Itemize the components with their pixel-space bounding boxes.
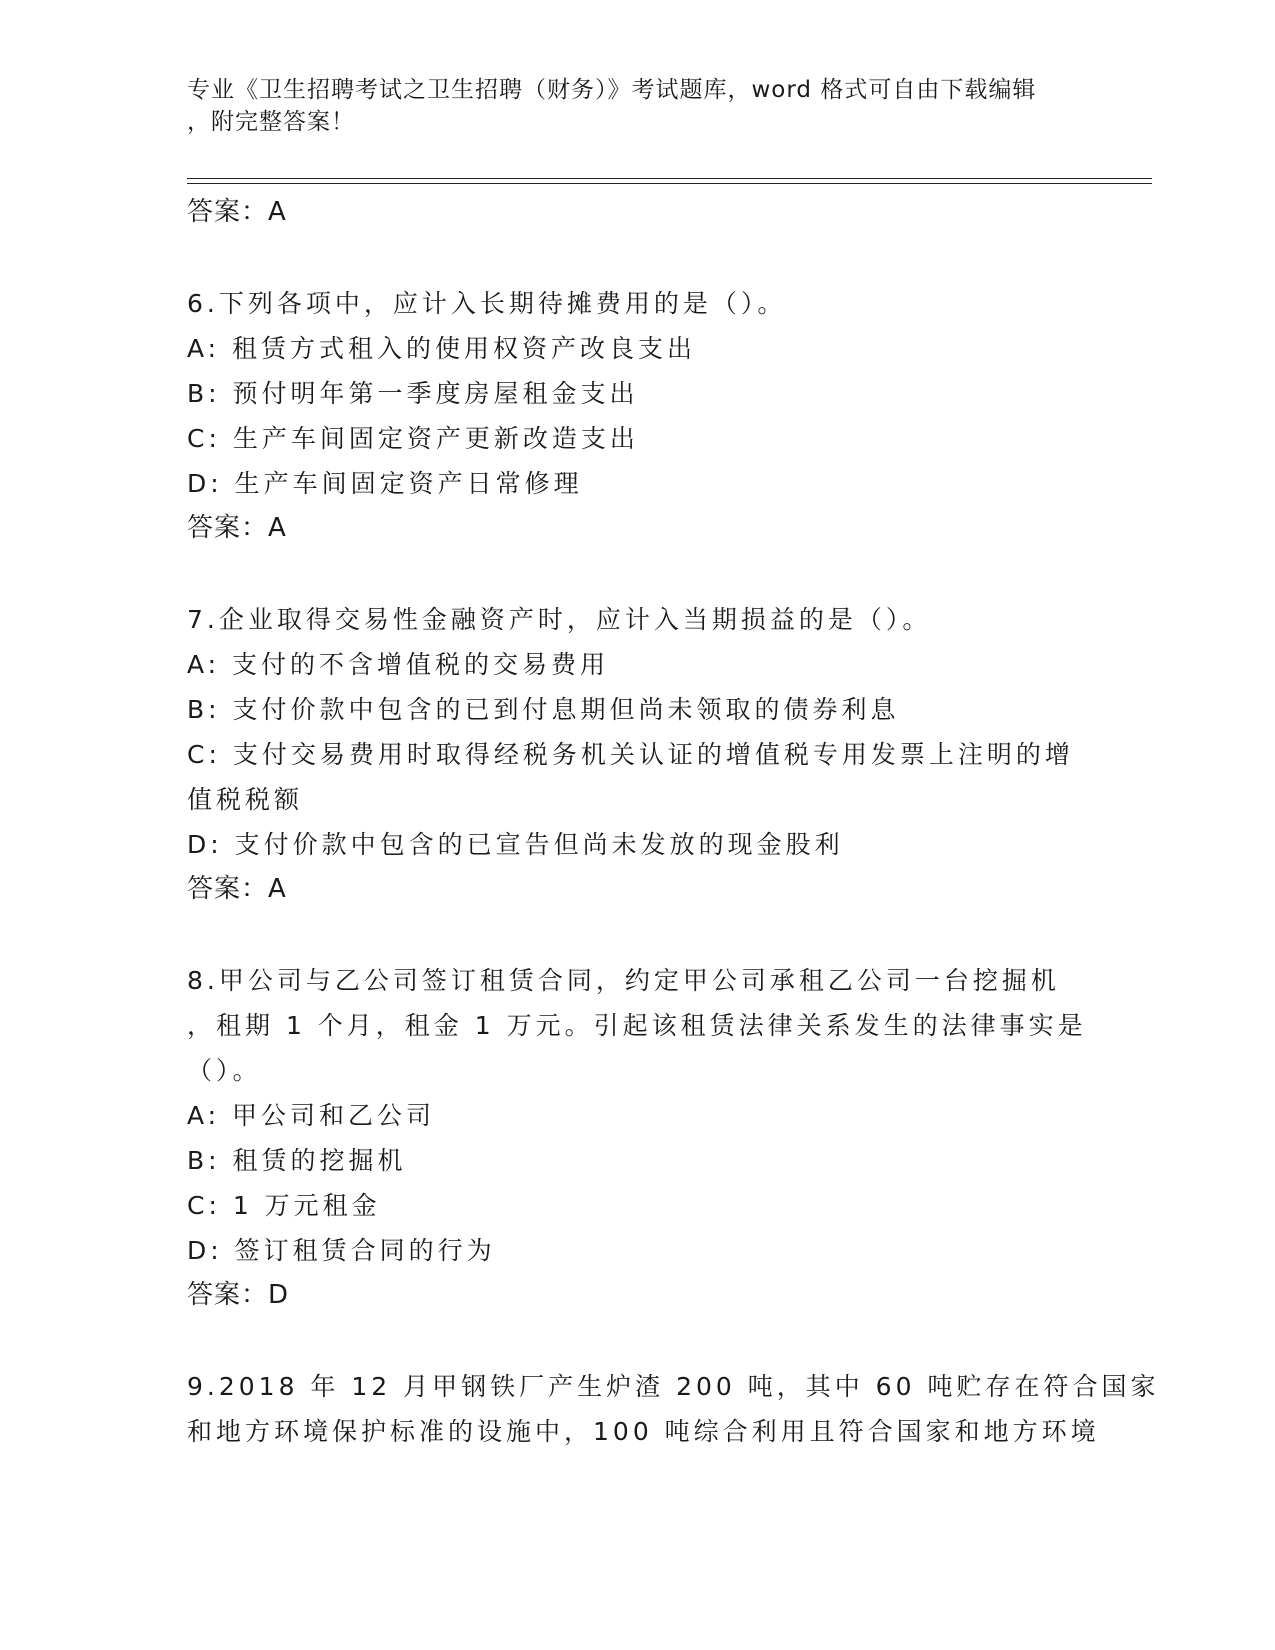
answer-label: 答案：A <box>187 197 287 227</box>
question-8 <box>187 958 1087 1318</box>
question-9 <box>187 1364 1160 1454</box>
question-6 <box>187 281 1087 551</box>
answer-label: 答案：A <box>187 513 287 543</box>
question-text-line-1: 8.甲公司与乙公司签订租赁合同，约定甲公司承租乙公司一台挖掘机 <box>187 966 1060 995</box>
option-c: C: 支付交易费用时取得经税务机关认证的增值税专用发票上注明的增 <box>187 740 1074 769</box>
option-d: D: 生产车间固定资产日常修理 <box>187 469 583 498</box>
option-a: A: 租赁方式租入的使用权资产改良支出 <box>187 334 697 363</box>
question-text-line-3: （）。 <box>187 1056 262 1085</box>
answer-label: 答案：A <box>187 874 287 904</box>
header-divider-secondary <box>187 183 1152 184</box>
question-text: 6.下列各项中，应计入长期待摊费用的是（）。 <box>187 289 787 318</box>
option-b: B: 预付明年第一季度房屋租金支出 <box>187 379 639 408</box>
option-b: B: 支付价款中包含的已到付息期但尚未领取的债券利息 <box>187 695 900 724</box>
question-list <box>187 190 1160 1454</box>
question-text-line-1: 9.2018 年 12 月甲钢铁厂产生炉渣 200 吨，其中 60 吨贮存在符合国家 <box>187 1372 1160 1401</box>
header-line-2: ，附完整答案！ <box>187 109 355 135</box>
option-a: A: 支付的不含增值税的交易费用 <box>187 650 610 679</box>
option-d: D: 支付价款中包含的已宣告但尚未发放的现金股利 <box>187 830 844 859</box>
header-line-1: 专业《卫生招聘考试之卫生招聘（财务）》考试题库，word 格式可自由下载编辑 <box>187 77 1037 103</box>
answer-label: 答案：D <box>187 1280 290 1310</box>
option-b: B: 租赁的挖掘机 <box>187 1146 407 1175</box>
document-header <box>187 74 1087 138</box>
option-c: C: 1 万元租金 <box>187 1191 381 1220</box>
option-a: A: 甲公司和乙公司 <box>187 1101 436 1130</box>
question-text-line-2: ，租期 1 个月，租金 1 万元。引起该租赁法律关系发生的法律事实是 <box>187 1011 1087 1040</box>
question-text-line-2: 和地方环境保护标准的设施中，100 吨综合利用且符合国家和地方环境 <box>187 1417 1100 1446</box>
option-c: C: 生产车间固定资产更新改造支出 <box>187 424 639 453</box>
header-divider <box>187 178 1152 179</box>
question-7 <box>187 597 1087 912</box>
option-c-continued: 值税税额 <box>187 785 304 814</box>
option-d: D: 签订租赁合同的行为 <box>187 1236 496 1265</box>
question-text: 7.企业取得交易性金融资产时，应计入当期损益的是（）。 <box>187 605 932 634</box>
